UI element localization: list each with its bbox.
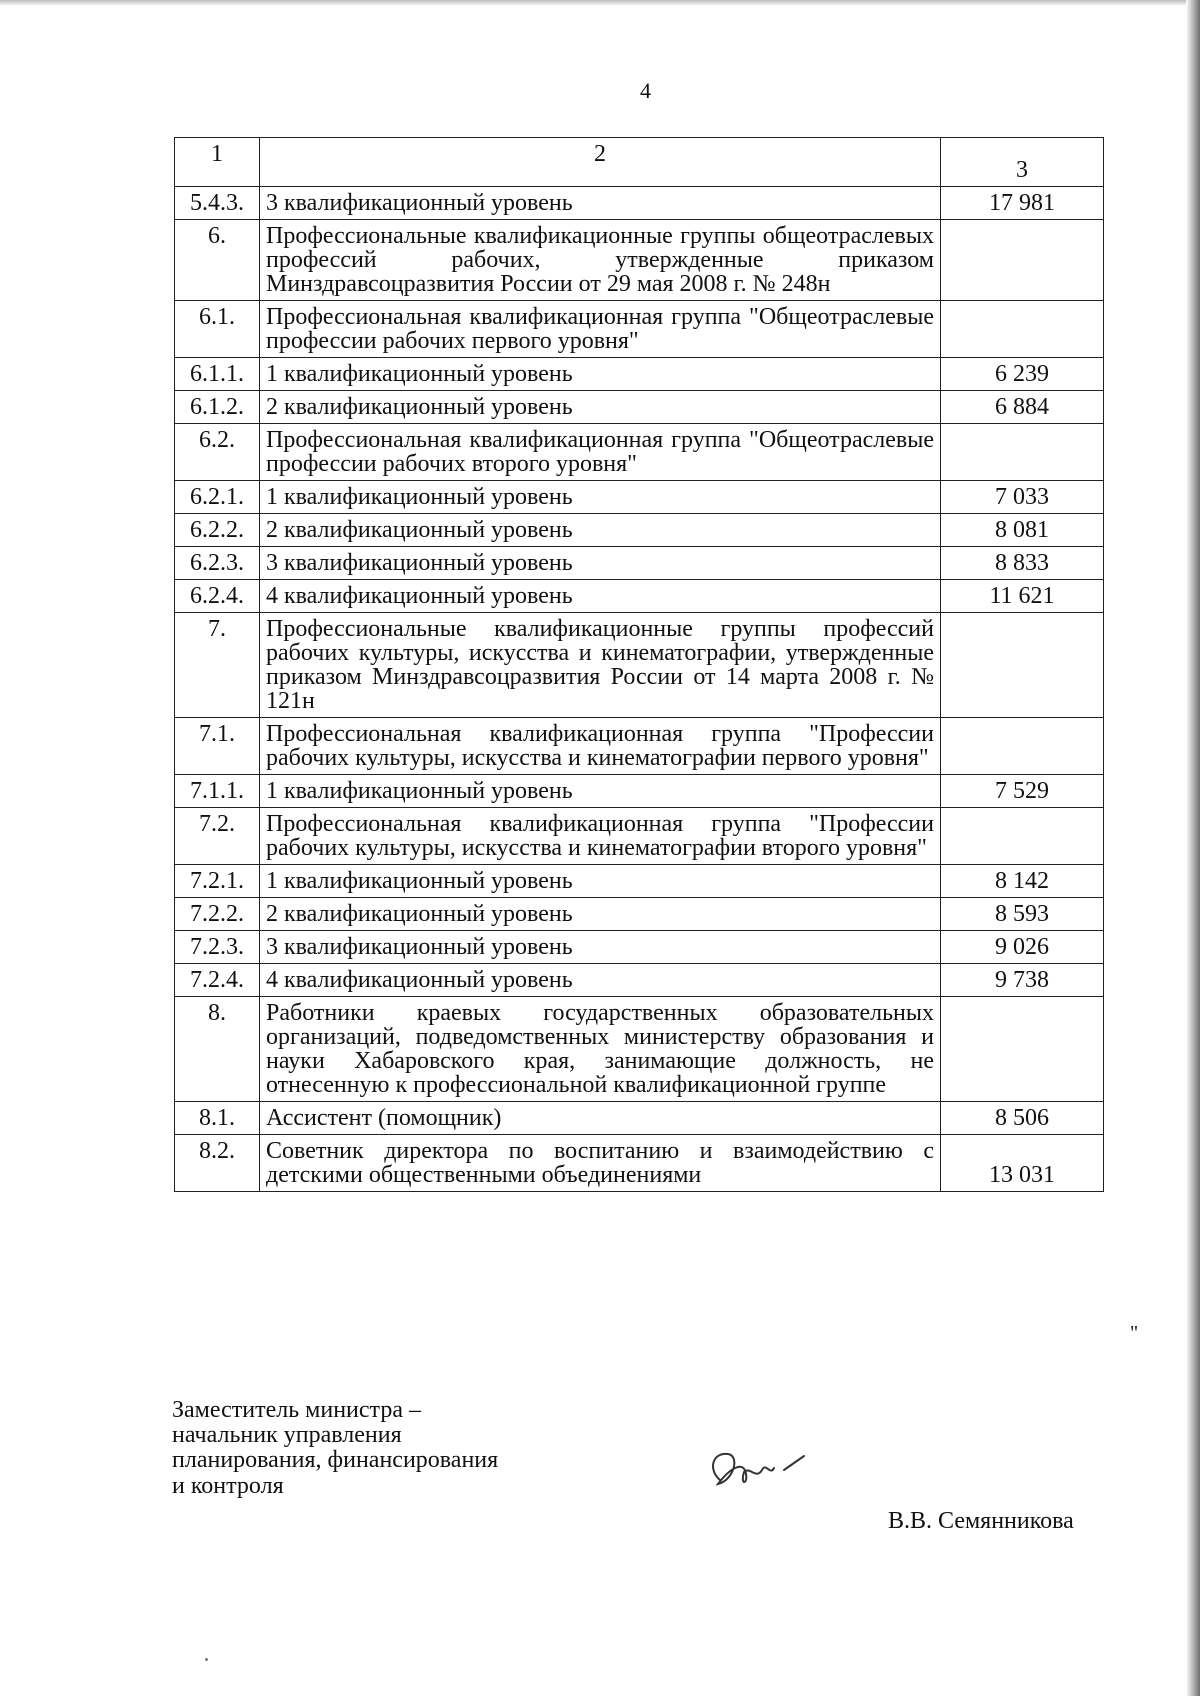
row-number: 6.1. [175,301,260,358]
row-number: 6.1.2. [175,391,260,424]
row-number: 8.2. [175,1135,260,1192]
table-row [175,391,1104,424]
row-value [941,808,1104,865]
table-row [175,220,1104,301]
table-header-row [175,138,1104,187]
signer-name: В.В. Семянникова [888,1508,1074,1534]
row-value: 8 081 [941,514,1104,547]
row-description: 4 квалификационный уровень [260,964,941,997]
row-description: 2 квалификационный уровень [260,391,941,424]
row-description: 1 квалификационный уровень [260,775,941,808]
row-value [941,220,1104,301]
header-col-3: 3 [941,138,1104,187]
row-number: 6. [175,220,260,301]
handwritten-signature [700,1440,810,1500]
row-description: 1 квалификационный уровень [260,481,941,514]
row-number: 7.2.3. [175,931,260,964]
row-value: 11 621 [941,580,1104,613]
salary-table [174,137,1104,1192]
row-description: Профессиональная квалификационная группа "Общеотраслевые профессии рабочих второго уровня" [260,424,941,481]
row-description: Профессиональная квалификационная группа "Общеотраслевые профессии рабочих первого уровня" [260,301,941,358]
header-col-2: 2 [260,138,941,187]
table-row [175,613,1104,718]
row-value: 8 833 [941,547,1104,580]
row-value: 17 981 [941,187,1104,220]
table-row [175,775,1104,808]
row-description: 3 квалификационный уровень [260,931,941,964]
row-number: 6.2.3. [175,547,260,580]
row-description: Профессиональная квалификационная группа "Профессии рабочих культуры, искусства и кинематографии второго уровня" [260,808,941,865]
table-row [175,718,1104,775]
row-value [941,301,1104,358]
row-description: 1 квалификационный уровень [260,358,941,391]
row-number: 6.2. [175,424,260,481]
table-row [175,931,1104,964]
row-number: 7. [175,613,260,718]
row-value: 7 529 [941,775,1104,808]
row-value [941,718,1104,775]
row-number: 7.2.2. [175,898,260,931]
row-description: Профессиональная квалификационная группа "Профессии рабочих культуры, искусства и кинематографии первого уровня" [260,718,941,775]
row-description: Профессиональные квалификационные группы общеотраслевых профессий рабочих, утвержденные приказом Минздравсоцразвития России от 29 мая 2008 г. № 248н [260,220,941,301]
row-value: 6 239 [941,358,1104,391]
table-row [175,424,1104,481]
table-row [175,1102,1104,1135]
row-value: 7 033 [941,481,1104,514]
row-value: 13 031 [941,1135,1104,1192]
row-number: 6.2.4. [175,580,260,613]
row-value: 8 142 [941,865,1104,898]
table-row [175,1135,1104,1192]
row-description: 3 квалификационный уровень [260,187,941,220]
page-number: 4 [640,78,651,103]
row-number: 6.2.1. [175,481,260,514]
row-number: 7.2.4. [175,964,260,997]
table-body [175,138,1104,1192]
row-value: 9 738 [941,964,1104,997]
row-value: 8 593 [941,898,1104,931]
row-description: Ассистент (помощник) [260,1102,941,1135]
signature-title-line: Заместитель министра – [172,1397,421,1423]
row-description: 4 квалификационный уровень [260,580,941,613]
row-value: 8 506 [941,1102,1104,1135]
signature-title-line: начальник управления [172,1422,402,1449]
row-number: 7.1. [175,718,260,775]
row-number: 7.1.1. [175,775,260,808]
table-row [175,301,1104,358]
scan-edge-right [1186,0,1200,1696]
row-value: 6 884 [941,391,1104,424]
scan-edge-top [0,0,1200,6]
closing-quote-mark: " [1130,1322,1139,1344]
row-value [941,997,1104,1102]
table-row [175,898,1104,931]
row-description: 2 квалификационный уровень [260,898,941,931]
row-number: 7.2.1. [175,865,260,898]
table-row [175,865,1104,898]
table-row [175,514,1104,547]
row-number: 7.2. [175,808,260,865]
row-description: 1 квалификационный уровень [260,865,941,898]
row-number: 6.2.2. [175,514,260,547]
signature-title-line: планирования, финансирования [172,1447,499,1474]
table-row [175,580,1104,613]
row-description: Советник директора по воспитанию и взаимодействию с детскими общественными объединениями [260,1135,941,1192]
row-value [941,613,1104,718]
row-description: 2 квалификационный уровень [260,514,941,547]
row-description: Работники краевых государственных образовательных организаций, подведомственных министерству образования и науки Хабаровского края, занимающие должность, не отнесенную к профессиональной квалификационной группе [260,997,941,1102]
signature-title-block [172,1398,498,1499]
table-row [175,358,1104,391]
row-description: 3 квалификационный уровень [260,547,941,580]
signature-title-line: и контроля [172,1472,284,1499]
row-number: 8. [175,997,260,1102]
row-description: Профессиональные квалификационные группы профессий рабочих культуры, искусства и кинематографии, утвержденные приказом Минздравсоцразвития России от 14 марта 2008 г. № 121н [260,613,941,718]
row-number: 8.1. [175,1102,260,1135]
scan-speck [205,1658,208,1661]
row-number: 5.4.3. [175,187,260,220]
table-row [175,997,1104,1102]
table-row [175,187,1104,220]
row-number: 6.1.1. [175,358,260,391]
table-row [175,481,1104,514]
header-col-1: 1 [175,138,260,187]
row-value [941,424,1104,481]
table-row [175,547,1104,580]
row-value: 9 026 [941,931,1104,964]
table-row [175,808,1104,865]
table-row [175,964,1104,997]
